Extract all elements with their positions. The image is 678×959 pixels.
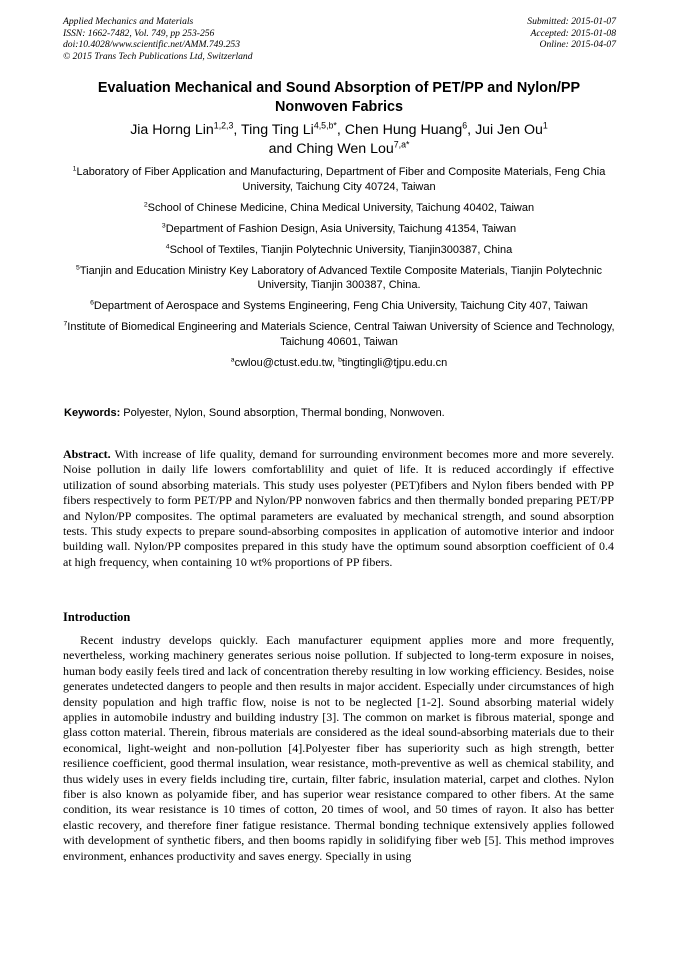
- author-affil-sup: 4,5,b*: [313, 120, 337, 131]
- journal-name: Applied Mechanics and Materials: [63, 16, 194, 27]
- author-line: [60, 121, 618, 140]
- affiliation: [60, 299, 618, 314]
- email-address[interactable]: tingtingli@tjpu.edu.cn: [341, 356, 448, 369]
- affiliation-list: [60, 165, 618, 370]
- author-separator: ,: [467, 122, 476, 138]
- copyright-line: © 2015 Trans Tech Publications Ltd, Switzerland: [63, 50, 253, 62]
- affiliation: [60, 264, 618, 293]
- author-name: Ting Ting Li: [241, 122, 314, 138]
- email-marker: b: [338, 356, 342, 364]
- abstract-label: Abstract.: [63, 447, 111, 461]
- email-marker: a: [230, 356, 235, 364]
- author-name: Jui Jen Ou: [475, 122, 543, 138]
- keywords-label: Keywords:: [64, 407, 121, 419]
- accepted-date: Accepted: 2015-01-08: [530, 27, 616, 39]
- author-affil-sup: 1: [542, 120, 548, 131]
- affiliation: [60, 243, 618, 258]
- affiliation: [60, 165, 618, 194]
- doi-line: doi:10.4028/www.scientific.net/AMM.749.253: [63, 39, 241, 51]
- keywords: [64, 406, 445, 420]
- email-address[interactable]: cwlou@ctust.edu.tw,: [234, 356, 339, 369]
- author-separator: ,: [233, 122, 242, 138]
- affiliation-number: 7: [63, 320, 68, 328]
- abstract-text: With increase of life quality, demand for surrounding environment becomes more and more severely. Noise pollution in daily life lowers comfortablility and quiet of life. It is reduced accordingly if effective utilization of sound absorbing materials. This study uses polyester (PET)fibers and Nylon fibers bended with PP fibers respectively to form PET/PP and Nylon/PP nonwoven fabrics and then thermally bonded preparing PET/PP and Nylon/PP composites. The optimal parameters are evaluated by mechanical strength, and sound absorption tests. This study expects to prepare sound-absorbing composites in application of automotive interior and indoor building wall. Nylon/PP composites prepared in this study have the optimum sound absorption coefficient of 0.4 at high frequency, when containing 10 wt% proportions of PP fibers.: [63, 447, 614, 569]
- paper-title: [60, 79, 618, 117]
- affiliation-number: 4: [165, 242, 170, 250]
- online-date: Online: 2015-04-07: [539, 39, 616, 51]
- affiliation-text: School of Chinese Medicine, China Medical University, Taichung 40402, Taiwan: [147, 201, 535, 214]
- author-name: and Ching Wen Lou: [268, 141, 394, 157]
- affiliation-text: Tianjin and Education Ministry Key Laboratory of Advanced Textile Composite Materials, Tianjin Polytechnic University, Tianjin 300387, China.: [79, 264, 602, 292]
- author-line: [60, 140, 618, 159]
- author-list: [60, 121, 618, 159]
- affiliation-number: 3: [161, 221, 166, 229]
- author-name: Chen Hung Huang: [344, 122, 463, 138]
- author-affil-sup: 6: [462, 120, 468, 131]
- affiliation-number: 1: [72, 165, 77, 173]
- author-affil-sup: 7,a*: [393, 139, 410, 150]
- abstract: [63, 447, 614, 570]
- introduction-paragraph: Recent industry develops quickly. Each manufacturer equipment applies more and more frequently, nevertheless, working machinery generates serious noise pollution. If subjected to long-term exposure in noises, human body easily feels tired and lack of concentration thereby resulting in low working efficiency. Besides, noise generates undetected dangers to people and then results in major accident. Especially under circumstances of high density population and high traffic flow, noise is not to be neglected [1-2]. Sound absorbing material widely applies in automobile industry and building industry [3]. The common on market is fibrous material, sponge and glass cotton material. Therein, fibrous materials are considered as the ideal sound-absorbing materials due to their economical, light-weight and non-pollution [4].Polyester fiber has superiority such as high strength, better resilience coefficient, good thermal insulation, wear resistance, moth-preventive as well as chemical stability, and thus widely uses in every fields including tire, curtain, filter fabric, insulation material, carpet and clothes. Nylon fiber is also known as polyamide fiber, and has superior wear resistance compared to other fibers. At the same condition, its wear resistance is 10 times of cotton, 20 times of wool, and 50 times of rayon. It also has better elastic recovery, and therefore finer fatigue resistance. Thermal bonding technique extensively applies followed with development of synthetic fibers, and then booms rapidly in solidifying fiber web [5]. This method improves environment, enhances productivity and saves energy. Specially in using: [63, 633, 614, 863]
- affiliation-text: Laboratory of Fiber Application and Manufacturing, Department of Fiber and Composite Materials, Feng Chia University, Taichung City 40724, Taiwan: [76, 166, 606, 193]
- author-separator: ,: [336, 122, 345, 138]
- affiliation-text: Department of Aerospace and Systems Engineering, Feng Chia University, Taichung City 407, Taiwan: [93, 300, 588, 313]
- contact-emails: [60, 356, 618, 371]
- affiliation-number: 2: [143, 200, 148, 208]
- publication-dates: [527, 16, 616, 51]
- affiliation-number: 5: [76, 263, 80, 271]
- author-affil-sup: 1,2,3: [213, 120, 234, 131]
- affiliation: [60, 222, 618, 237]
- author-name: Jia Horng Lin: [130, 122, 214, 138]
- affiliation-text: Department of Fashion Design, Asia University, Taichung 41354, Taiwan: [165, 222, 517, 235]
- section-heading: Introduction: [63, 610, 131, 624]
- affiliation-text: Institute of Biomedical Engineering and Materials Science, Central Taiwan University of Science and Technology, Taichung 40601, Taiwan: [67, 321, 615, 348]
- affiliation: [60, 320, 618, 349]
- affiliation-text: School of Textiles, Tianjin Polytechnic University, Tianjin300387, China: [169, 243, 513, 256]
- publication-info: [63, 16, 253, 62]
- affiliation-number: 6: [90, 299, 94, 307]
- title-line: Evaluation Mechanical and Sound Absorption of PET/PP and Nylon/PP: [97, 80, 581, 96]
- affiliation: [60, 201, 618, 216]
- keywords-text: Polyester, Nylon, Sound absorption, Thermal bonding, Nonwoven.: [120, 407, 445, 419]
- submitted-date: Submitted: 2015-01-07: [527, 16, 616, 27]
- title-line: Nonwoven Fabrics: [275, 99, 403, 115]
- issn-line: ISSN: 1662-7482, Vol. 749, pp 253-256: [63, 27, 215, 39]
